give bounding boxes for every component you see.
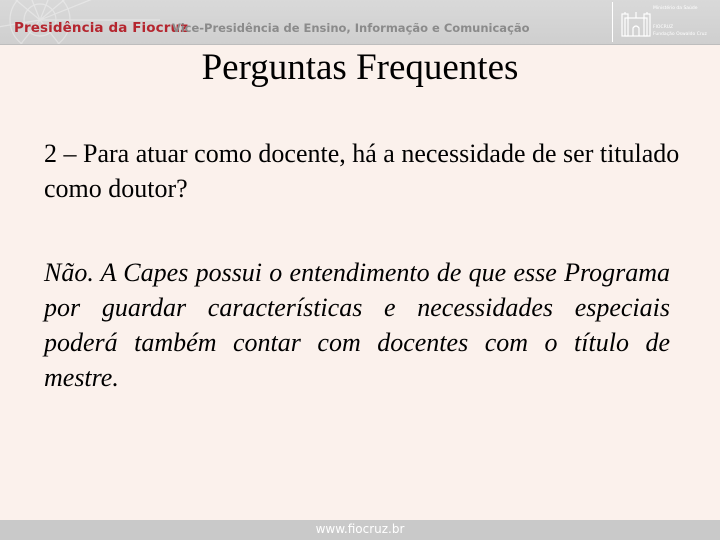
- answer-text: Não. A Capes possui o entendimento de que esse Programa por guardar características e necessidades especiais poderá também contar com docentes com o título de mestre.: [44, 258, 670, 392]
- logo-fiocruz-text: FIOCRUZ: [653, 25, 674, 30]
- footer-url: www.fiocruz.br: [315, 522, 405, 536]
- vice-presidencia-label: Vice-Presidência de Ensino, Informação e Comunicação: [172, 21, 530, 35]
- presidencia-label: Presidência da Fiocruz: [14, 20, 189, 36]
- logo-fundacao-text: Fundação Oswaldo Cruz: [653, 32, 707, 37]
- footer-band: [0, 520, 720, 540]
- fiocruz-logo: [612, 2, 717, 42]
- question-text: 2 – Para atuar como docente, há a necessidade de ser titulado como doutor?: [44, 139, 680, 203]
- castle-icon: [619, 6, 653, 40]
- header-band: [0, 0, 720, 45]
- slide-title: Perguntas Frequentes: [201, 47, 519, 88]
- logo-ministerio-text: Ministério da Saúde: [653, 6, 698, 11]
